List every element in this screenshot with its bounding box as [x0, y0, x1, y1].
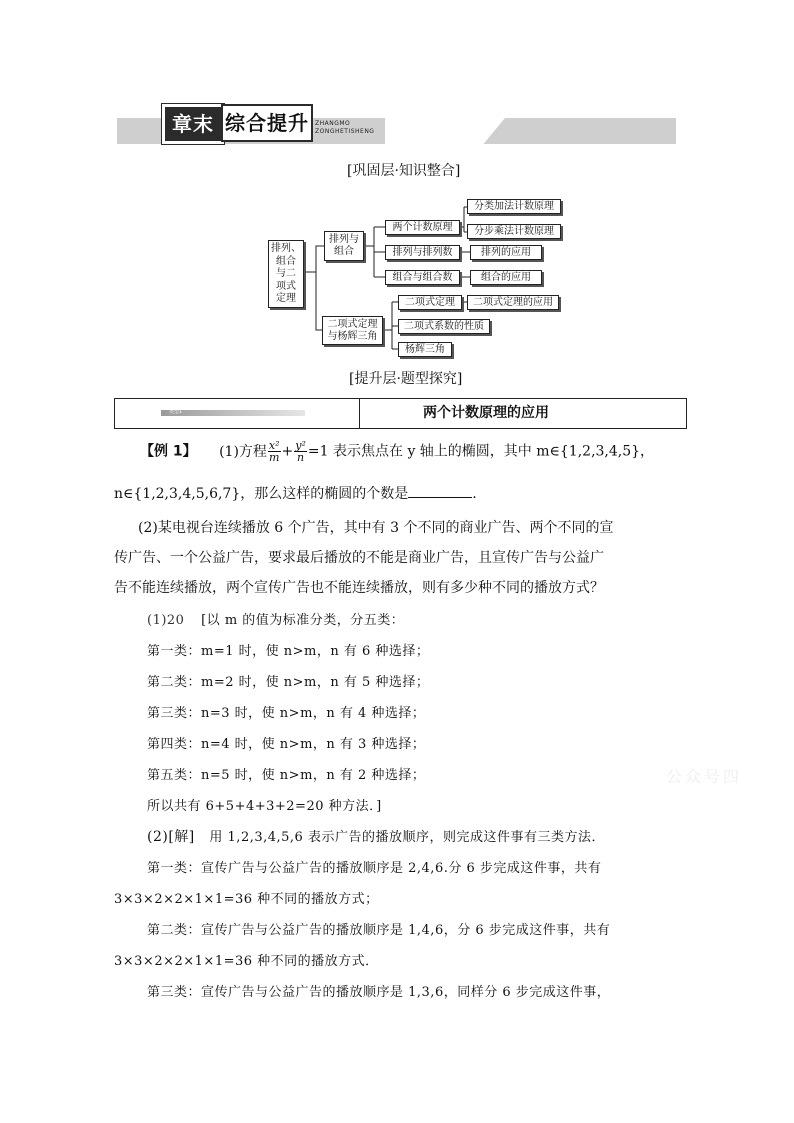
solution1-case-2: 第二类：m=2 时，使 n>m，n 有 5 种选择； — [147, 675, 430, 690]
concept-map-lines — [0, 0, 794, 400]
pinyin-line-1: ZHANGMO — [315, 120, 351, 127]
type-table-divider — [359, 399, 360, 428]
example-part2-line-2: 传广告、一个公益广告，要求最后播放的不能是商业广告，且宣传广告与公益广 — [114, 550, 604, 566]
type-tag-label: 类型1 — [169, 409, 183, 415]
map-branch2-line: 二项式定理 — [327, 319, 378, 330]
map-two-principles: 两个计数原理 — [385, 220, 460, 235]
example-line-1 — [140, 440, 654, 463]
map-root — [268, 240, 304, 308]
solution1-case-1: 第一类：m=1 时，使 n>m，n 有 6 种选择； — [147, 644, 430, 659]
fraction-x-over-m — [268, 440, 281, 463]
type-tag — [161, 410, 305, 416]
map-permutation-app: 排列的应用 — [470, 245, 542, 260]
example-text: (1)方程 — [219, 443, 267, 460]
map-branch1-line: 排列与 — [329, 234, 359, 245]
map-root-line: 排列、 — [271, 243, 301, 254]
frac-num: y² — [295, 439, 306, 452]
banner-chapter-end: 章末 — [162, 104, 224, 144]
map-combination-app: 组合的应用 — [470, 270, 542, 285]
solution1-case-3: 第三类：n=3 时，使 n>m，n 有 4 种选择； — [147, 706, 426, 721]
map-mul-principle: 分步乘法计数原理 — [467, 224, 561, 239]
solution1-intro-line — [147, 609, 404, 628]
map-root-line: 定理 — [276, 293, 296, 304]
type-title: 两个计数原理的应用 — [423, 405, 549, 421]
map-binomial-theorem: 二项式定理 — [398, 295, 462, 310]
frac-den: m — [269, 451, 280, 464]
map-combination: 组合与组合数 — [385, 270, 460, 285]
example-text: . — [472, 486, 477, 502]
example-text: =1 表示焦点在 y 轴上的椭圆，其中 m∈{1,2,3,4,5}， — [307, 443, 655, 460]
solution2-intro: 用 1,2,3,4,5,6 表示广告的播放顺序，则完成这件事有三类方法． — [209, 830, 605, 845]
example-part2-line-1: (2)某电视台连续播放 6 个广告，其中有 3 个不同的商业广告、两个不同的宣 — [138, 520, 614, 536]
solution2-intro-line — [147, 826, 605, 846]
map-branch-binomial — [322, 316, 383, 345]
solution2-label: (2)[解] — [147, 829, 195, 845]
solution2-case1-line2: 3×3×2×2×1×1=36 种不同的播放方式； — [114, 892, 379, 907]
frac-num: x² — [268, 439, 280, 452]
solution2-case2-line2: 3×3×2×2×1×1=36 种不同的播放方式． — [114, 954, 379, 969]
plus-sign: + — [281, 443, 294, 460]
banner-summary: 综合提升 — [221, 104, 313, 142]
example-part2-line-3: 告不能连续播放，两个宣传广告也不能连续播放，则有多少种不同的播放方式？ — [114, 580, 604, 596]
map-branch2-line: 与杨辉三角 — [327, 331, 378, 342]
map-root-line: 项式 — [276, 280, 296, 292]
map-branch1-line: 组合 — [334, 246, 354, 257]
solution1-case-4: 第四类：n=4 时，使 n>m，n 有 3 种选择； — [147, 737, 426, 752]
solution1-answer: (1)20 — [147, 613, 185, 628]
example-line-2 — [114, 483, 477, 503]
section-explore-title: [提升层·题型探究] — [349, 371, 463, 387]
section-consolidate-title: [巩固层·知识整合] — [347, 163, 461, 179]
map-add-principle: 分类加法计数原理 — [467, 199, 561, 214]
map-yanghui: 杨辉三角 — [398, 342, 452, 357]
map-root-line: 组合 — [276, 255, 296, 267]
type-table — [114, 398, 687, 429]
example-text: n∈{1,2,3,4,5,6,7}，那么这样的椭圆的个数是 — [114, 486, 409, 502]
solution1-case-5: 第五类：n=5 时，使 n>m，n 有 2 种选择； — [147, 768, 426, 783]
solution1-intro: [以 m 的值为标准分类，分五类： — [201, 613, 405, 628]
frac-den: n — [297, 451, 305, 464]
fraction-y-over-n — [294, 440, 307, 463]
solution2-case2-line1: 第二类：宣传广告与公益广告的播放顺序是 1,4,6，分 6 步完成这件事，共有 — [147, 923, 611, 938]
answer-blank[interactable] — [408, 485, 472, 498]
solution2-case3-line1: 第三类：宣传广告与公益广告的播放顺序是 1,3,6，同样分 6 步完成这件事， — [147, 985, 611, 1000]
pinyin-line-2: ZONGHETISHENG — [315, 128, 375, 135]
solution1-total: 所以共有 6+5+4+3+2=20 种方法．] — [147, 799, 382, 814]
watermark: 公众号四 — [666, 767, 743, 786]
example-label: 【例 1】 — [140, 443, 197, 460]
solution2-case1-line1: 第一类：宣传广告与公益广告的播放顺序是 2,4,6.分 6 步完成这件事，共有 — [147, 861, 602, 876]
map-branch-perm-comb — [324, 231, 364, 261]
map-root-line: 与二 — [276, 268, 296, 279]
map-permutation: 排列与排列数 — [385, 245, 460, 260]
map-binomial-coef: 二项式系数的性质 — [398, 319, 490, 334]
map-binomial-app: 二项式定理的应用 — [467, 295, 559, 310]
